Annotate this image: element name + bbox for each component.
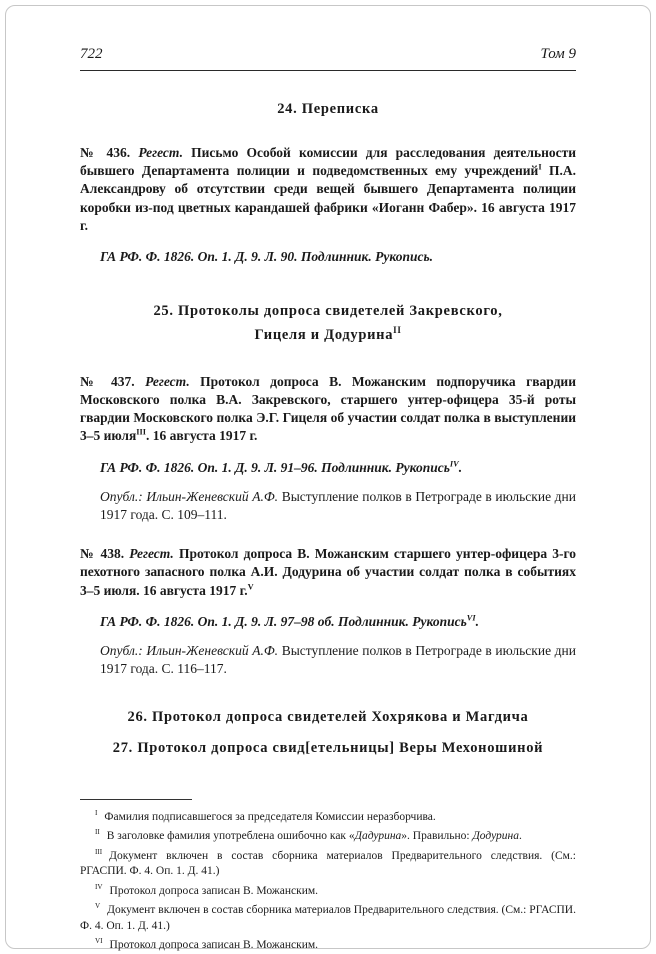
publication-label: Опубл.: [100,643,143,659]
entry-437-text-cont: . 16 августа 1917 г. [146,428,258,444]
footnote-III-marker: III [95,847,103,856]
running-head [80,6,576,63]
entry-436-number: № 436. [80,145,131,160]
footnote-II-text: В заголовке фамилия употреблена ошибочно как « [106,830,355,843]
archival-reference-438 [100,613,576,631]
entry-437-number: № 437. [80,373,135,389]
footnote-II-name-correct: Додурина [472,830,519,843]
entry-436-text: Письмо Особой комиссии для расследования деятельности бывшего Департамента полиции и подведомственных ему учреждений [80,145,577,179]
footnote-ref-VI: VI [466,613,476,623]
entry-436 [80,144,576,235]
archival-reference-438-text: ГА РФ. Ф. 1826. Оп. 1. Д. 9. Л. 97–98 об. Подлинник. Рукопись [100,613,467,629]
entry-438-number: № 438. [80,546,125,562]
footnote-II-text-end: . [518,830,522,843]
section-25-title-line1: 25. Протоколы допроса свидетелей Закревского, [153,303,503,320]
publication-note-438 [100,642,576,678]
header-rule [80,70,576,71]
section-24-title: 24. Переписка [277,101,379,117]
archival-reference-437 [100,459,576,477]
publication-author: Ильин-Женевский А.Ф. [146,643,279,659]
footnote-III-text: Документ включен в состав сборника материалов Предварительного следствия. (См.: РГАСПИ. Ф. 4. Оп. 1. Д. 41.) [80,849,576,878]
footnote-I-marker: I [95,808,98,817]
entry-438-regest-label: Регест. [129,546,174,562]
publication-title: Выступление полков в Петрограде в июльские дни 1917 года. С. 116–117. [100,643,576,677]
archival-reference-437-text: ГА РФ. Ф. 1826. Оп. 1. Д. 9. Л. 91–96. Подлинник. Рукопись [100,459,450,475]
section-26-title: 26. Протокол допроса свидетелей Хохрякова и Магдича [127,708,529,725]
footnote-ref-V: V [247,582,254,592]
archival-reference-436: ГА РФ. Ф. 1826. Оп. 1. Д. 9. Л. 90. Подлинник. Рукопись. [100,249,434,265]
footnote-IV-text: Протокол допроса записан В. Можанским. [109,884,318,897]
entry-437 [80,373,576,446]
footnote-ref-II: II [393,324,402,335]
footnote-V-marker: V [95,902,101,911]
footnote-ref-IV: IV [449,459,459,469]
archival-reference-437-period: . [458,459,463,475]
footnote-separator [80,799,192,800]
footnote-V [80,903,576,934]
publication-label: Опубл.: [100,488,143,504]
footnote-V-text: Документ включен в состав сборника материалов Предварительного следствия. (См.: РГАСПИ. Ф. 4. Оп. 1. Д. 41.) [80,904,576,932]
publication-note-437 [100,488,576,524]
footnote-VI-text: Протокол допроса записан В. Можанским. [109,939,318,952]
footnote-II-text-mid: ». Правильно: [401,830,473,843]
footnote-III [80,849,576,880]
footnote-ref-III: III [136,427,147,437]
footnote-IV [80,884,576,900]
publication-title: Выступление полков в Петрограде в июльские дни 1917 года. С. 109–111. [100,488,576,522]
document-page [5,5,651,952]
volume-label: Том 9 [540,46,576,62]
footnotes-section [80,799,576,954]
publication-author: Ильин-Женевский А.Ф. [146,488,279,504]
entry-437-regest-label: Регест. [145,373,190,389]
archival-reference-438-period: . [475,613,479,629]
footnote-II [80,829,576,845]
section-27-title: 27. Протокол допроса свид[етельницы] Веры Мехоношиной [112,739,544,756]
footnote-ref-I: I [538,162,542,172]
footnote-II-name-wrong: Дадурина [354,830,402,843]
entry-437-text: Протокол допроса В. Можанским подпоручика гвардии Московского полка В.А. Закревского, старшего унтер-офицера 35-й роты гвардии Московского полка Э.Г. Гицеля об участии солдат полка в выступлении 3–5 июля [80,373,576,444]
section-25-title-line2: Гицеля и Додурина [254,326,394,343]
footnote-IV-marker: IV [95,882,103,891]
entry-436-text-cont: П.А. Александрову об отсутствии среди вещей бывшего Департамента полиции коробки из-под цветных карандашей фабрики «Иоганн Фабер». 16 августа 1917 г. [80,163,576,233]
entry-438-text: Протокол допроса В. Можанским старшего унтер-офицера 3-го пехотного запасного полка А.И. Додурина об участии солдат полка в событиях 3–5 июля. 16 августа 1917 г. [80,546,577,598]
section-25-title [80,300,576,346]
footnote-VI-marker: VI [95,937,103,946]
page-content [80,6,576,954]
footnote-II-marker: II [95,828,100,837]
entry-438 [80,545,576,600]
entry-436-regest-label: Регест. [138,145,183,160]
page-number: 722 [80,46,103,62]
footnote-I-text: Фамилия подписавшегося за председателя Комиссии неразборчива. [104,810,436,823]
footnote-I [80,810,576,826]
footnote-VI [80,938,576,954]
